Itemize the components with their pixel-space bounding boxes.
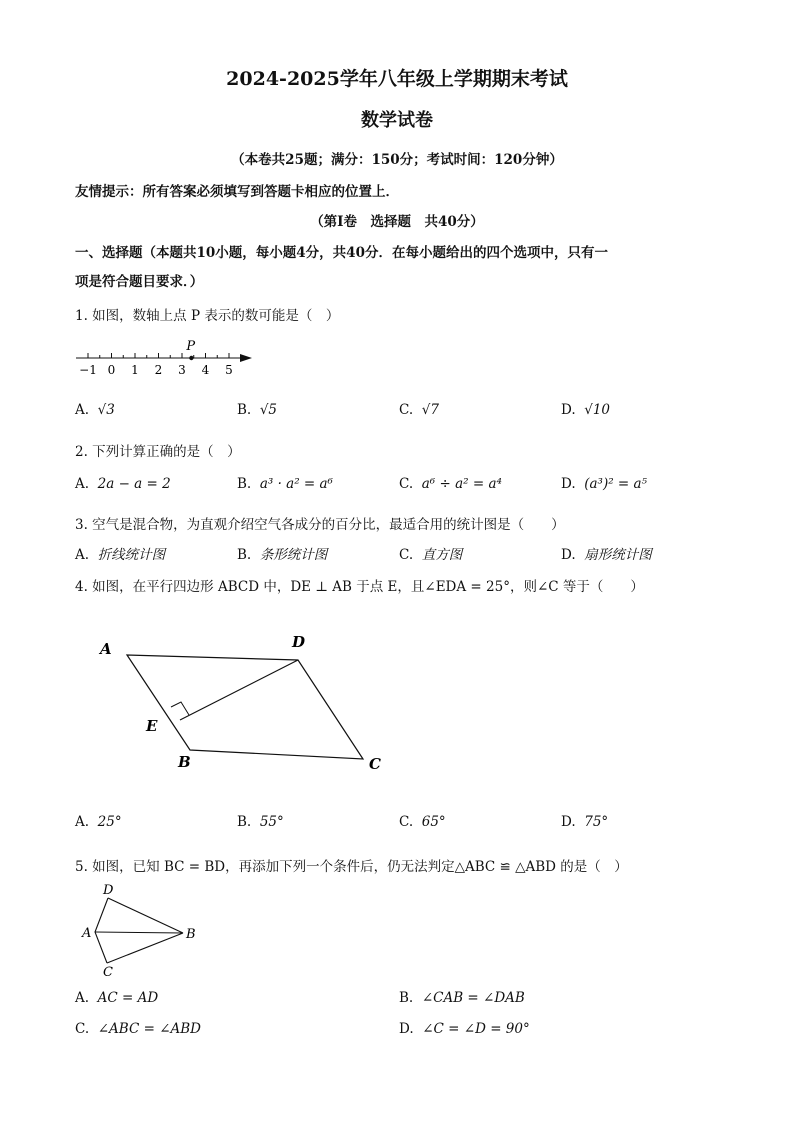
question-4-option-c (399, 814, 446, 830)
option-text: 25° (97, 814, 122, 830)
question-1-stem: 1. 如图，数轴上点 P 表示的数可能是（ ） (75, 308, 340, 324)
option-text: ∠ABC = ∠ABD (97, 1021, 201, 1037)
option-letter: B. (399, 990, 414, 1006)
question-4-stem: 4. 如图，在平行四边形 ABCD 中，DE ⊥ AB 于点 E，且∠EDA = 25°，则∠C 等于（ ） (75, 579, 644, 595)
option-text: √5 (259, 402, 278, 418)
option-text: ∠C = ∠D = 90° (422, 1021, 530, 1037)
label-b: B (186, 927, 196, 942)
option-letter: C. (399, 402, 414, 418)
label-d: D (292, 633, 306, 651)
question-3-option-d (561, 543, 652, 563)
question-5-option-a (75, 990, 158, 1006)
segment-de (180, 660, 298, 720)
question-1-option-c (399, 402, 439, 418)
part-instructions-line1: 一、选择题（本题共10小题，每小题4分，共40分．在每小题给出的四个选项中，只有一 (75, 245, 608, 261)
option-text: 条形统计图 (259, 547, 328, 563)
option-text: √10 (584, 402, 611, 418)
option-text: a³ · a² = a⁶ (259, 476, 333, 492)
question-3-option-b (237, 543, 327, 563)
tick-label: 2 (154, 363, 163, 377)
number-line-figure (70, 332, 260, 380)
question-2-option-b (237, 476, 333, 492)
question-1-option-a (75, 402, 115, 418)
parallelogram-abcd (127, 655, 363, 759)
option-text: 扇形统计图 (584, 547, 652, 563)
option-letter: A. (75, 402, 90, 418)
option-text: 55° (259, 814, 284, 830)
question-5-option-c (75, 1021, 201, 1037)
option-text: √3 (97, 402, 115, 418)
segment-ab (95, 932, 183, 933)
option-letter: D. (561, 402, 576, 418)
number-line-ticks (79, 353, 233, 377)
option-letter: A. (75, 990, 90, 1006)
option-letter: A. (75, 814, 90, 830)
question-2-stem: 2. 下列计算正确的是（ ） (75, 444, 241, 460)
tip-text: 友情提示：所有答案必须填写到答题卡相应的位置上． (75, 184, 399, 200)
question-4-option-d (561, 814, 608, 830)
option-letter: B. (237, 814, 252, 830)
option-letter: C. (399, 476, 414, 492)
option-text: 直方图 (421, 547, 463, 563)
section-title: （第Ⅰ卷 选择题 共40分） (310, 214, 484, 230)
question-2-option-d (561, 476, 647, 492)
question-4-option-b (237, 814, 284, 830)
parallelogram-figure (90, 628, 400, 778)
point-p-label: P (186, 339, 196, 354)
option-letter: D. (561, 476, 576, 492)
label-c: C (369, 755, 381, 773)
question-2-option-c (399, 476, 502, 492)
point-p-dot (189, 356, 193, 360)
label-a: A (82, 926, 92, 941)
question-4-option-a (75, 814, 122, 830)
option-text: a⁶ ÷ a² = a⁴ (421, 476, 502, 492)
tick-label: 5 (225, 363, 233, 377)
label-d: D (103, 883, 114, 898)
segment-cb (107, 933, 183, 963)
label-b: B (178, 753, 191, 771)
option-text: ∠CAB = ∠DAB (421, 990, 525, 1006)
exam-title: 2024-2025学年八年级上学期期末考试 (226, 68, 568, 90)
option-letter: D. (399, 1021, 414, 1037)
option-text: 2a − a = 2 (97, 476, 171, 492)
question-3-option-a (75, 543, 165, 563)
option-text: AC = AD (97, 990, 159, 1006)
option-letter: C. (399, 547, 414, 563)
option-letter: B. (237, 547, 252, 563)
tick-label: 1 (131, 363, 139, 377)
question-2-option-a (75, 476, 171, 492)
question-3-stem: 3. 空气是混合物，为直观介绍空气各成分的百分比，最适合用的统计图是（ ） (75, 517, 565, 533)
option-text: √7 (421, 402, 439, 418)
question-1-option-d (561, 402, 610, 418)
question-5-option-b (399, 990, 525, 1006)
segment-db (108, 898, 183, 933)
option-letter: D. (561, 547, 576, 563)
triangles-figure (78, 880, 208, 980)
option-text: 75° (584, 814, 609, 830)
part-instructions-line2: 项是符合题目要求．） (75, 274, 204, 290)
label-e: E (146, 717, 158, 735)
question-3-option-c (399, 543, 462, 563)
segments-da-ac (95, 898, 108, 963)
option-letter: B. (237, 476, 252, 492)
option-letter: D. (561, 814, 576, 830)
option-text: (a³)² = a⁵ (584, 476, 647, 492)
tick-label: −1 (79, 363, 97, 377)
number-line-arrow (240, 354, 252, 362)
exam-info: （本卷共25题；满分：150分；考试时间：120分钟） (231, 152, 563, 168)
option-letter: C. (75, 1021, 90, 1037)
option-text: 折线统计图 (97, 547, 166, 563)
option-letter: B. (237, 402, 252, 418)
tick-label: 3 (178, 363, 186, 377)
exam-subtitle: 数学试卷 (361, 110, 433, 131)
question-5-stem: 5. 如图，已知 BC = BD，再添加下列一个条件后，仍无法判定△ABC ≌ △ABD 的是（ ） (75, 859, 628, 875)
right-angle-mark (171, 702, 189, 715)
option-letter: A. (75, 547, 90, 563)
tick-label: 0 (107, 363, 116, 377)
tick-label: 4 (201, 363, 210, 377)
label-a: A (100, 640, 112, 658)
option-text: 65° (421, 814, 446, 830)
question-1-option-b (237, 402, 277, 418)
label-c: C (103, 965, 113, 980)
option-letter: A. (75, 476, 90, 492)
question-5-option-d (399, 1021, 530, 1037)
option-letter: C. (399, 814, 414, 830)
